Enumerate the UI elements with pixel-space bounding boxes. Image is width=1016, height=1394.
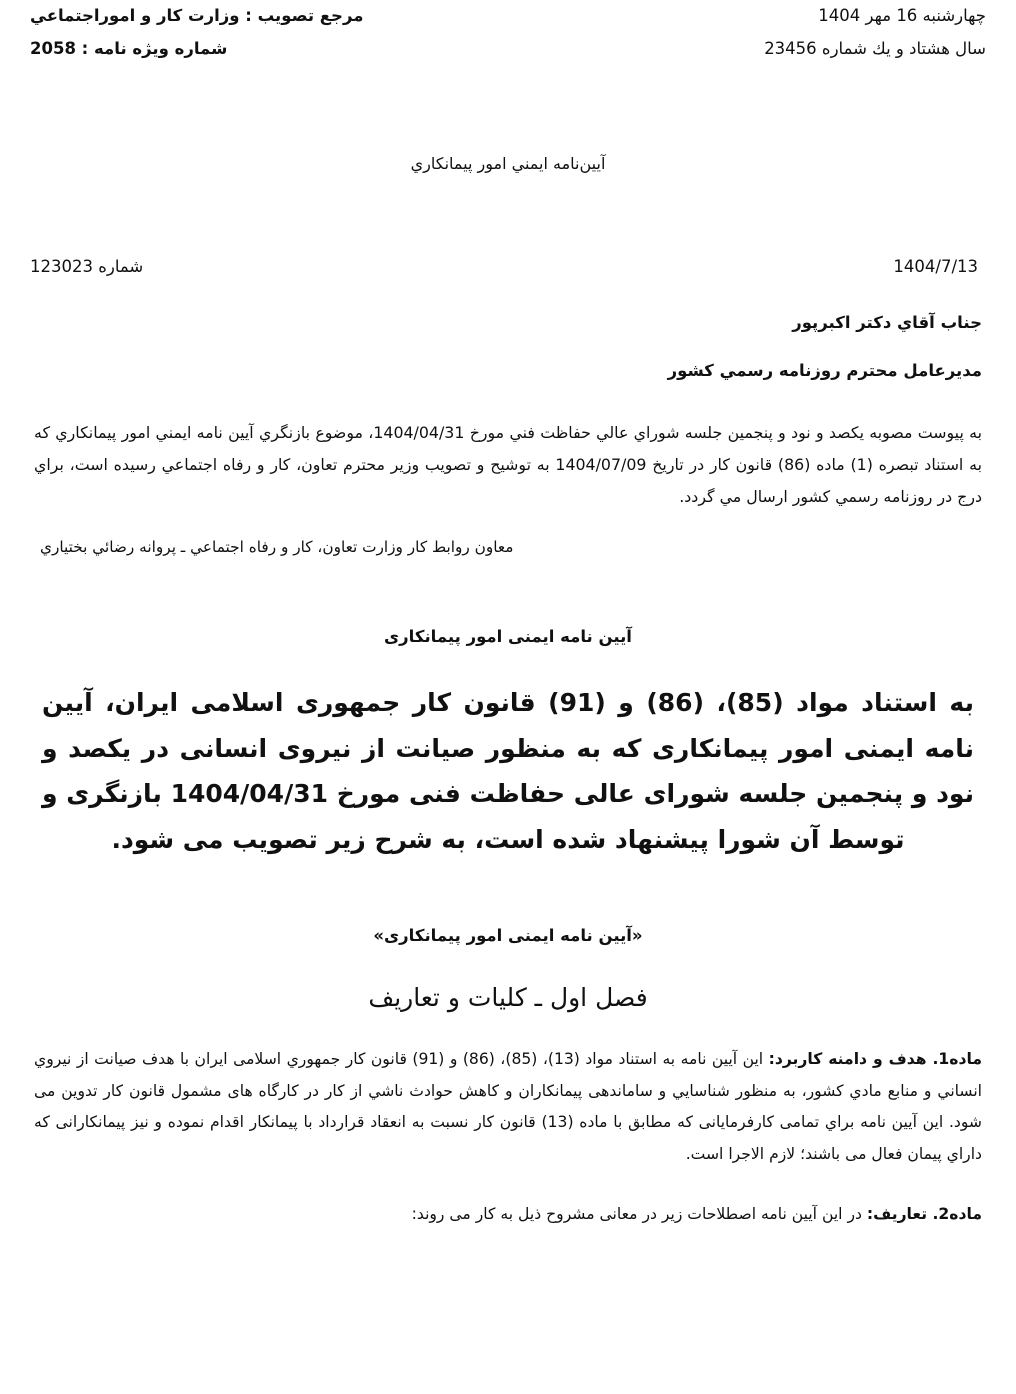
letter-date: 1404/7/13: [893, 257, 978, 276]
special-issue-number: شماره ويژه نامه : 2058: [30, 39, 228, 58]
article-2-text: در این آیین نامه اصطلاحات زیر در معانی مشروح ذیل به کار می روند:: [411, 1204, 867, 1223]
document-title: آيين‌نامه ايمني امور پيمانكاري: [410, 154, 606, 173]
approval-authority: مرجع تصويب : وزارت كار و اموراجتماعي: [30, 6, 364, 25]
approval-statement: به استناد مواد (85)، (86) و (91) قانون کار جمهوری اسلامی ایران، آیین نامه ایمنی امور پیمانکاری که به منظور صیانت از نیروی انسانی در یکصد و نود و پنجمین جلسه شورای عالی حفاظت فنی مورخ 1404/04/31 بازنگری و توسط آن شورا پیشنهاد شده است، به شرح زیر تصویب می شود.: [42, 688, 974, 854]
publication-date: چهارشنبه 16 مهر 1404: [818, 6, 986, 25]
article-2-lead: ماده2. تعاریف:: [866, 1204, 982, 1223]
regulation-quoted-title: «آیین نامه ایمنی امور پیمانکاری»: [373, 926, 643, 946]
article-1-text: این آيين نامه به استناد مواد (13)، (85)، (86) و (91) قانون كار جمهوري اسلامی ايران با هدف صيانت از نيروي انساني و منابع مادي كشور، به منظور شناسايي و ساماندهی پيمانكاران و كاهش حوادث ناشي از كار در كارگاه های مشمول قانون كار تدوين می شود. اين آيين نامه براي تمامی كارفرمايانی كه مطابق با ماده (13) قانون كار نسبت به انعقاد قرارداد با پيمانكار اقدام نموده و نيز پيمانكارانی كه داراي پيمان فعال می باشند؛ لازم الاجرا است.: [34, 1050, 982, 1164]
chapter-heading: فصل اول ـ کلیات و تعاریف: [368, 983, 648, 1013]
letter-number: شماره 123023: [30, 257, 144, 276]
masthead-row-1: [30, 6, 986, 25]
signature-line: معاون روابط كار وزارت تعاون، كار و رفاه اجتماعي ـ پروانه رضائي بختياري: [40, 537, 514, 556]
addressee-role: مديرعامل محترم روزنامه رسمي كشور: [667, 361, 982, 381]
masthead-row-2: [30, 39, 986, 58]
article-2: [30, 1199, 986, 1231]
masthead: [30, 0, 986, 58]
addressee-block: [30, 312, 986, 383]
article-1: [30, 1044, 986, 1171]
article-1-lead: ماده1. هدف و دامنه كاربرد:: [768, 1050, 982, 1069]
letter-body-paragraph: به پيوست مصوبه يكصد و نود و پنجمين جلسه شوراي عالي حفاظت فني مورخ 1404/04/31، موضوع بازنگري آيين نامه ايمني امور پيمانكاري كه به استناد تبصره (1) ماده (86) قانون كار در تاريخ 1404/07/09 به توشيح و تصويب وزير محترم تعاون، كار و رفاه اجتماعي رسيده است، براي درج در روزنامه رسمي كشور ارسال مي گردد.: [34, 422, 983, 506]
regulation-heading: آیین نامه ایمنی امور پیمانکاری: [384, 627, 632, 647]
year-and-issue-number: سال هشتاد و يك شماره 23456: [764, 39, 986, 58]
addressee-name: جناب آقاي دكتر اكبرپور: [792, 313, 982, 332]
letter-meta: [30, 257, 986, 276]
